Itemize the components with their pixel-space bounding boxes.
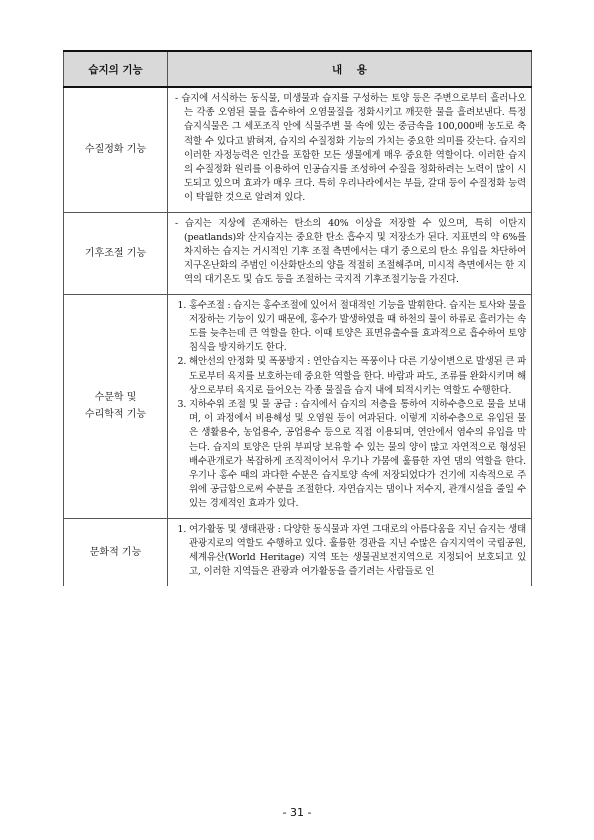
row-label: 기후조절 기능 [64,212,168,294]
table-row [64,87,532,212]
list-item: 1. 홍수조절 : 습지는 홍수조절에 있어서 절대적인 기능을 발휘한다. 습지는 토사와 물을 저장하는 기능이 있기 때문에, 홍수가 발생하였을 때 하천의 물이 하류로 흘러가는 속도를 늦추는데 큰 역할을 한다. 이때 토양은 표면유출수를 효과적으로 흡수하여 토양 침식을 방지하기도 한다. [189,299,526,356]
row-content [168,87,532,212]
page-number: - 31 - [282,806,312,819]
table-header-row [64,51,532,87]
header-function: 습지의 기능 [64,51,168,87]
table-row [64,212,532,294]
table-row [64,294,532,518]
row-content [168,212,532,294]
numbered-list [175,523,526,580]
row-content [168,294,532,518]
row-label-line: 수리학적 기능 [84,409,147,421]
list-item: 1. 여가활동 및 생태관광 : 다양한 동식물과 자연 그대로의 아름다움을 지닌 습지는 생태관광지로의 역할도 수행하고 있다. 훌륭한 경관을 지닌 수많은 습지지역이 국립공원, 세계유산(World Heritage) 지역 또는 생물권보전지역으로 지정되어 보호되고 있고, 이러한 지역들은 관광과 여가활동을 즐기려는 사람들로 인 [189,523,526,580]
numbered-list [175,299,526,512]
wetland-functions-table [63,50,532,586]
table-row [64,518,532,585]
list-item: 2. 해안선의 안정화 및 폭풍방지 : 연안습지는 폭풍이나 다른 기상이변으로 발생된 큰 파도로부터 육지를 보호하는데 중요한 역할을 한다. 바람과 파도, 조류를 완화시키며 해상으로부터 육지로 들어오는 각종 물질을 습지 내에 퇴적시키는 역할도 수행한다. [189,355,526,398]
row-content [168,518,532,585]
row-label [64,294,168,518]
row-label: 수질정화 기능 [64,87,168,212]
content-paragraph: - 습지에 서식하는 동식물, 미생물과 습지를 구성하는 토양 등은 주변으로부터 흘러나오는 각종 오염된 물을 흡수하여 오염물질을 정화시키고 깨끗한 물을 흘려보낸다. 특정 습지식물은 그 세포조직 안에 식물주변 물 속에 있는 중금속을 100,000배 농도로 축적할 수 있다고 밝혀져, 습지의 수질정화 기능의 가치는 중요한 의미를 갖는다. 습지의 이러한 자정능력은 인간을 포함한 모든 생물에게 매우 중요한 역할이다. 이러한 습지의 수질정화 원리를 이용하여 인공습지를 조성하여 수질을 정화하려는 노력이 많이 시도되고 있으며 효과가 매우 크다. 특히 우리나라에서는 부들, 갈대 등이 수질정화 능력이 탁월한 것으로 알려져 있다. [175,93,526,204]
header-content: 내 용 [168,51,532,87]
row-label: 문화적 기능 [64,518,168,585]
content-paragraph: - 습지는 지상에 존재하는 탄소의 40% 이상을 저장할 수 있으며, 특히 이탄지(peatlands)와 산지습지는 중요한 탄소 흡수지 및 저장소가 된다. 지표면의 약 6%를 차지하는 습지는 거시적인 기후 조절 측면에서는 대기 중으로의 탄소 유입을 차단하여 지구온난화의 주범인 이산화탄소의 양을 적절히 조절해주며, 미시적 측면에서는 한 지역의 대기온도 및 습도 등을 조절하는 국지적 기후조절기능을 가진다. [175,217,526,286]
list-item: 3. 지하수위 조절 및 물 공급 : 습지에서 습지의 저층을 통하여 지하수층으로 물을 보내며, 이 과정에서 비용해성 및 오염원 등이 여과된다. 이렇게 지하수층으로 유입된 물은 생활용수, 농업용수, 공업용수 등으로 직접 이용되며, 연안에서 염수의 유입을 막는다. 습지의 토양은 단위 부피당 보유할 수 있는 물의 양이 많고 자연적으로 형성된 배수관개로가 복잡하게 조직적이어서 우기나 가뭄에 훌륭한 자연 댐의 역할을 한다. 우기나 홍수 때의 과다한 수분은 습지토양 속에 저장되었다가 건기에 지속적으로 주위에 공급함으로써 수분을 조절한다. 자연습지는 댐이나 저수지, 관개시설을 줄일 수 있는 경제적인 효과가 있다. [189,398,526,512]
row-label-line: 수문학 및 [94,392,137,404]
